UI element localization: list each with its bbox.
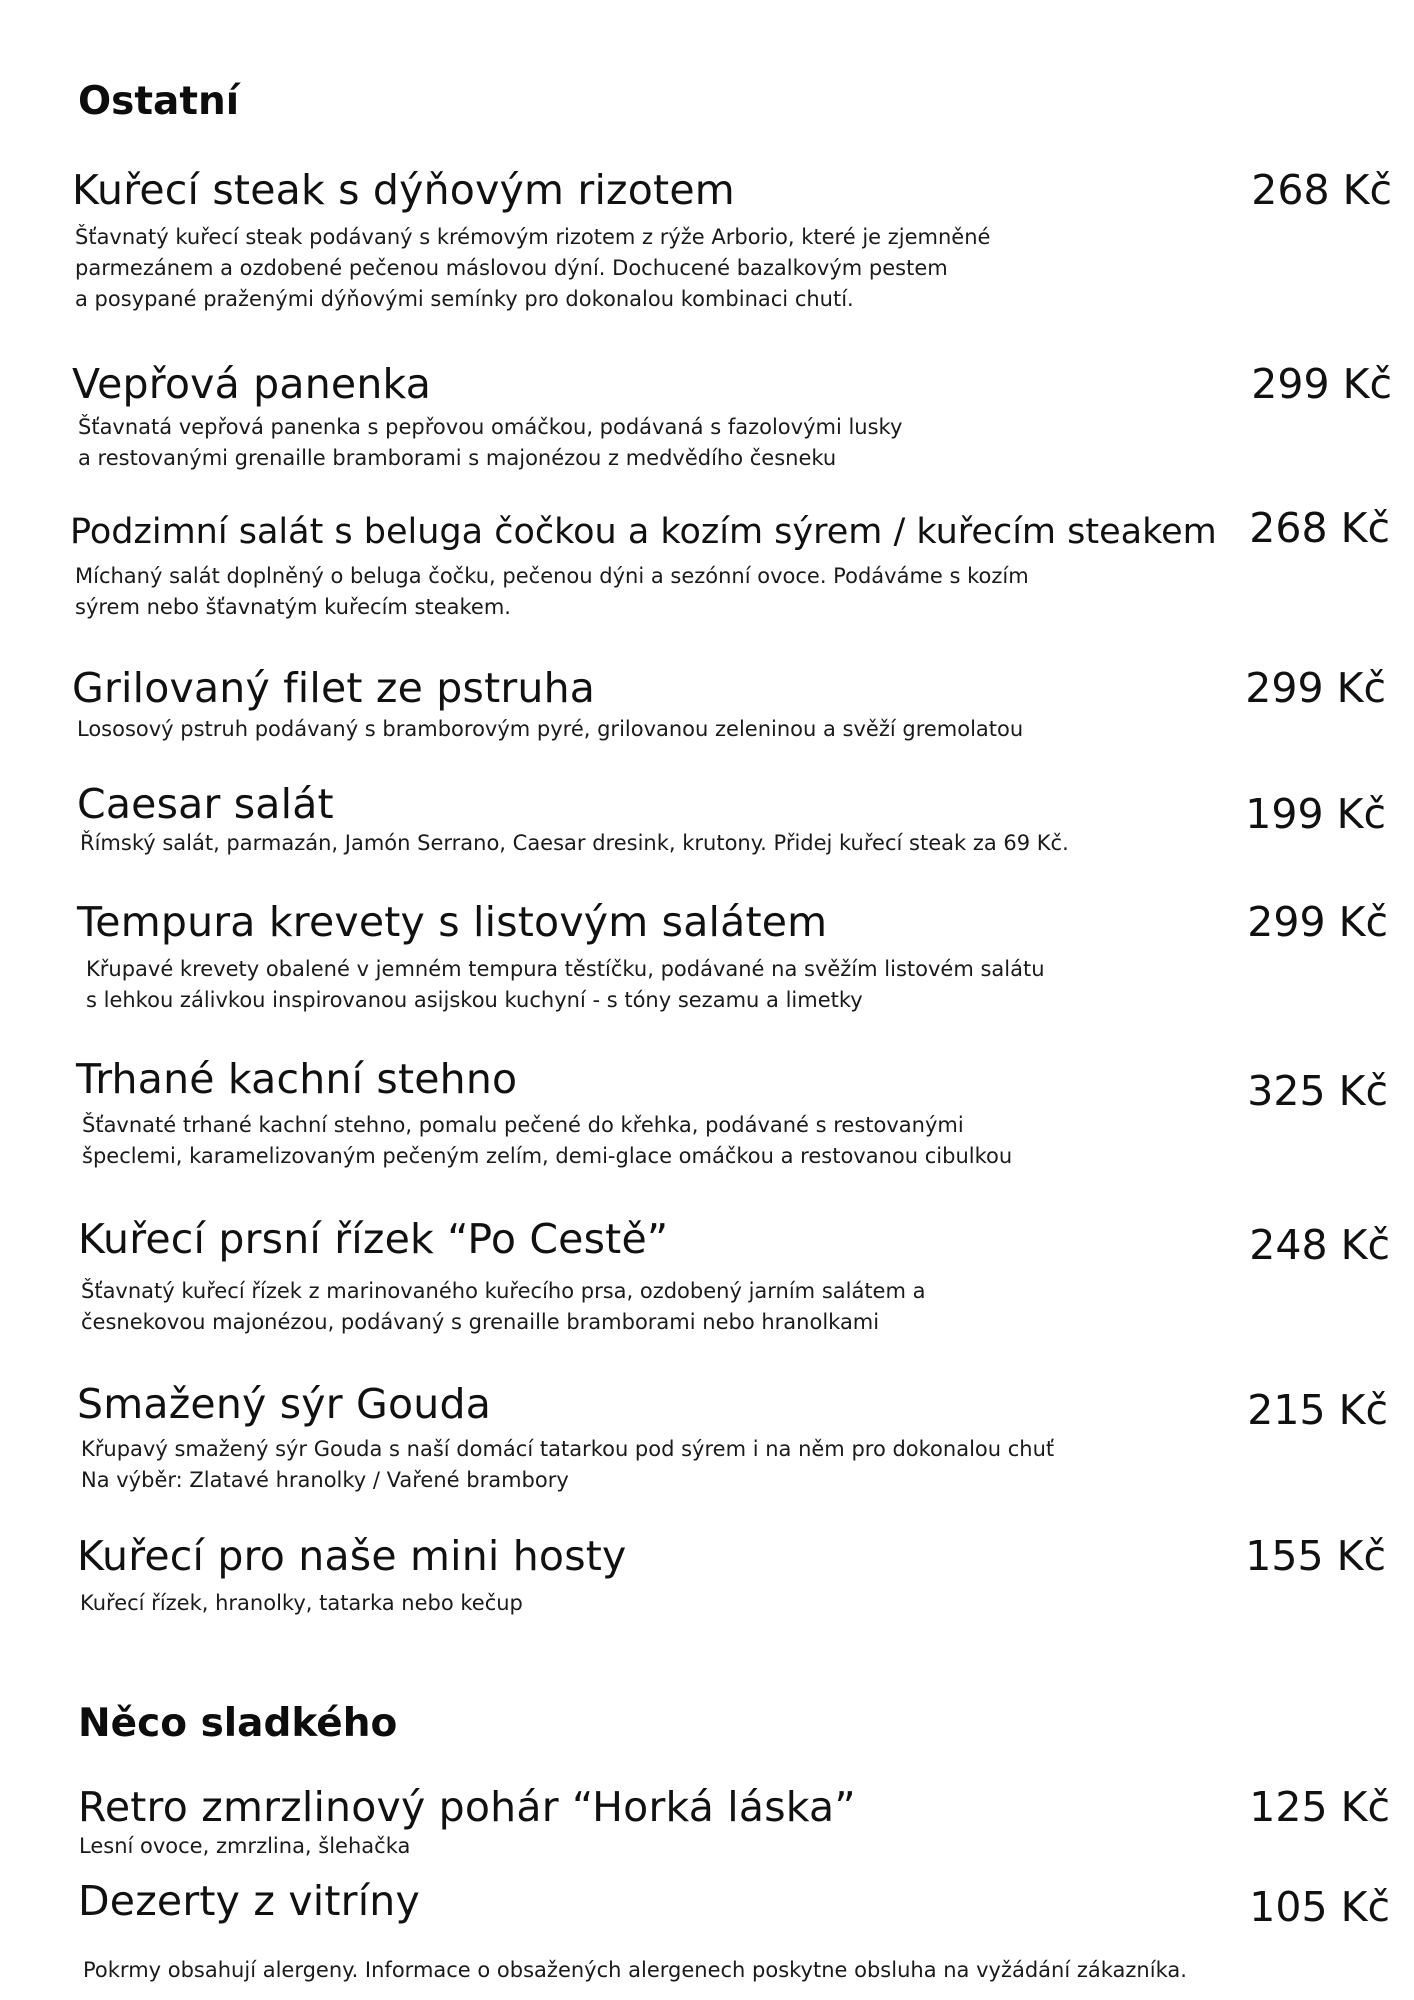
item-price: 248 Kč — [1249, 1221, 1390, 1269]
menu-item — [77, 1530, 1386, 1580]
item-price: 155 Kč — [1245, 1532, 1386, 1580]
item-price: 325 Kč — [1247, 1067, 1388, 1115]
item-price: 215 Kč — [1247, 1386, 1388, 1434]
item-name: Kuřecí pro naše mini hosty — [77, 1532, 627, 1580]
item-price: 105 Kč — [1249, 1883, 1390, 1931]
item-price: 268 Kč — [1251, 166, 1392, 214]
item-description: Kuřecí řízek, hranolky, tatarka nebo kečup — [80, 1591, 523, 1615]
item-description: Šťavnaté trhané kachní stehno, pomalu pečené do křehka, podávané s restovanými špeclemi, karamelizovaným pečeným zelím, demi-glace omáčkou a restovanou cibulkou — [82, 1113, 1013, 1168]
menu-item — [70, 502, 1390, 552]
menu-item — [78, 1213, 1390, 1269]
item-name: Vepřová panenka — [72, 360, 432, 408]
item-description: Lososový pstruh podávaný s bramborovým pyré, grilovanou zeleninou a svěží gremolatou — [77, 717, 1024, 741]
item-description: Křupavý smažený sýr Gouda s naší domácí tatarkou pod sýrem i na něm pro dokonalou chuť Na výběr: Zlatavé hranolky / Vařené brambory — [81, 1437, 1055, 1492]
menu-item — [77, 896, 1388, 946]
item-price: 125 Kč — [1249, 1783, 1390, 1831]
menu-item — [72, 358, 1392, 408]
allergen-note: Pokrmy obsahují alergeny. Informace o obsažených alergenech poskytne obsluha na vyžádání zákazníka. — [83, 1958, 1187, 1982]
section-title-neco-sladkeho: Něco sladkého — [78, 1701, 398, 1746]
menu-item — [72, 662, 1386, 712]
item-name: Grilovaný filet ze pstruha — [72, 664, 596, 712]
item-price: 199 Kč — [1245, 790, 1386, 838]
item-name: Kuřecí steak s dýňovým rizotem — [72, 166, 735, 214]
item-description: Římský salát, parmazán, Jamón Serrano, Caesar dresink, krutony. Přidej kuřecí steak za 69 Kč. — [80, 831, 1069, 855]
item-name: Retro zmrzlinový pohár “Horká láska” — [78, 1783, 856, 1831]
menu-item — [77, 778, 1386, 838]
item-description: Lesní ovoce, zmrzlina, šlehačka — [79, 1834, 411, 1858]
menu-item — [72, 164, 1392, 214]
menu-item — [78, 1875, 1390, 1931]
item-price: 299 Kč — [1247, 898, 1388, 946]
item-name: Podzimní salát s beluga čočkou a kozím sýrem / kuřecím steakem — [70, 512, 1217, 552]
item-price: 299 Kč — [1251, 360, 1392, 408]
menu-item — [76, 1053, 1388, 1115]
menu-item — [77, 1378, 1388, 1434]
item-name: Tempura krevety s listovým salátem — [77, 898, 828, 946]
item-name: Dezerty z vitríny — [78, 1877, 420, 1925]
item-description: Šťavnatá vepřová panenka s pepřovou omáčkou, podávaná s fazolovými lusky a restovanými grenaille bramborami s majonézou z medvědího česneku — [78, 415, 903, 470]
item-name: Caesar salát — [77, 780, 334, 828]
item-description: Míchaný salát doplněný o beluga čočku, pečenou dýni a sezónní ovoce. Podáváme s kozím sýrem nebo šťavnatým kuřecím steakem. — [75, 564, 1029, 619]
item-price: 268 Kč — [1249, 504, 1390, 552]
item-name: Smažený sýr Gouda — [77, 1380, 492, 1428]
menu-item — [78, 1781, 1390, 1831]
item-name: Trhané kachní stehno — [76, 1055, 518, 1103]
item-price: 299 Kč — [1245, 664, 1386, 712]
item-description: Šťavnatý kuřecí řízek z marinovaného kuřecího prsa, ozdobený jarním salátem a česnekovou majonézou, podávaný s grenaille bramborami nebo hranolkami — [81, 1279, 926, 1334]
item-description: Křupavé krevety obalené v jemném tempura těstíčku, podávané na svěžím listovém salátu s lehkou zálivkou inspirovanou asijskou kuchyní - s tóny sezamu a limetky — [86, 957, 1045, 1012]
item-description: Šťavnatý kuřecí steak podávaný s krémovým rizotem z rýže Arborio, které je zjemněné parmezánem a ozdobené pečenou máslovou dýní. Dochucené bazalkovým pestem a posypané praženými dýňovými semínky pro dokonalou kombinaci chutí. — [75, 225, 991, 311]
section-title-ostatni: Ostatní — [78, 79, 240, 124]
item-name: Kuřecí prsní řízek “Po Cestě” — [78, 1215, 669, 1263]
